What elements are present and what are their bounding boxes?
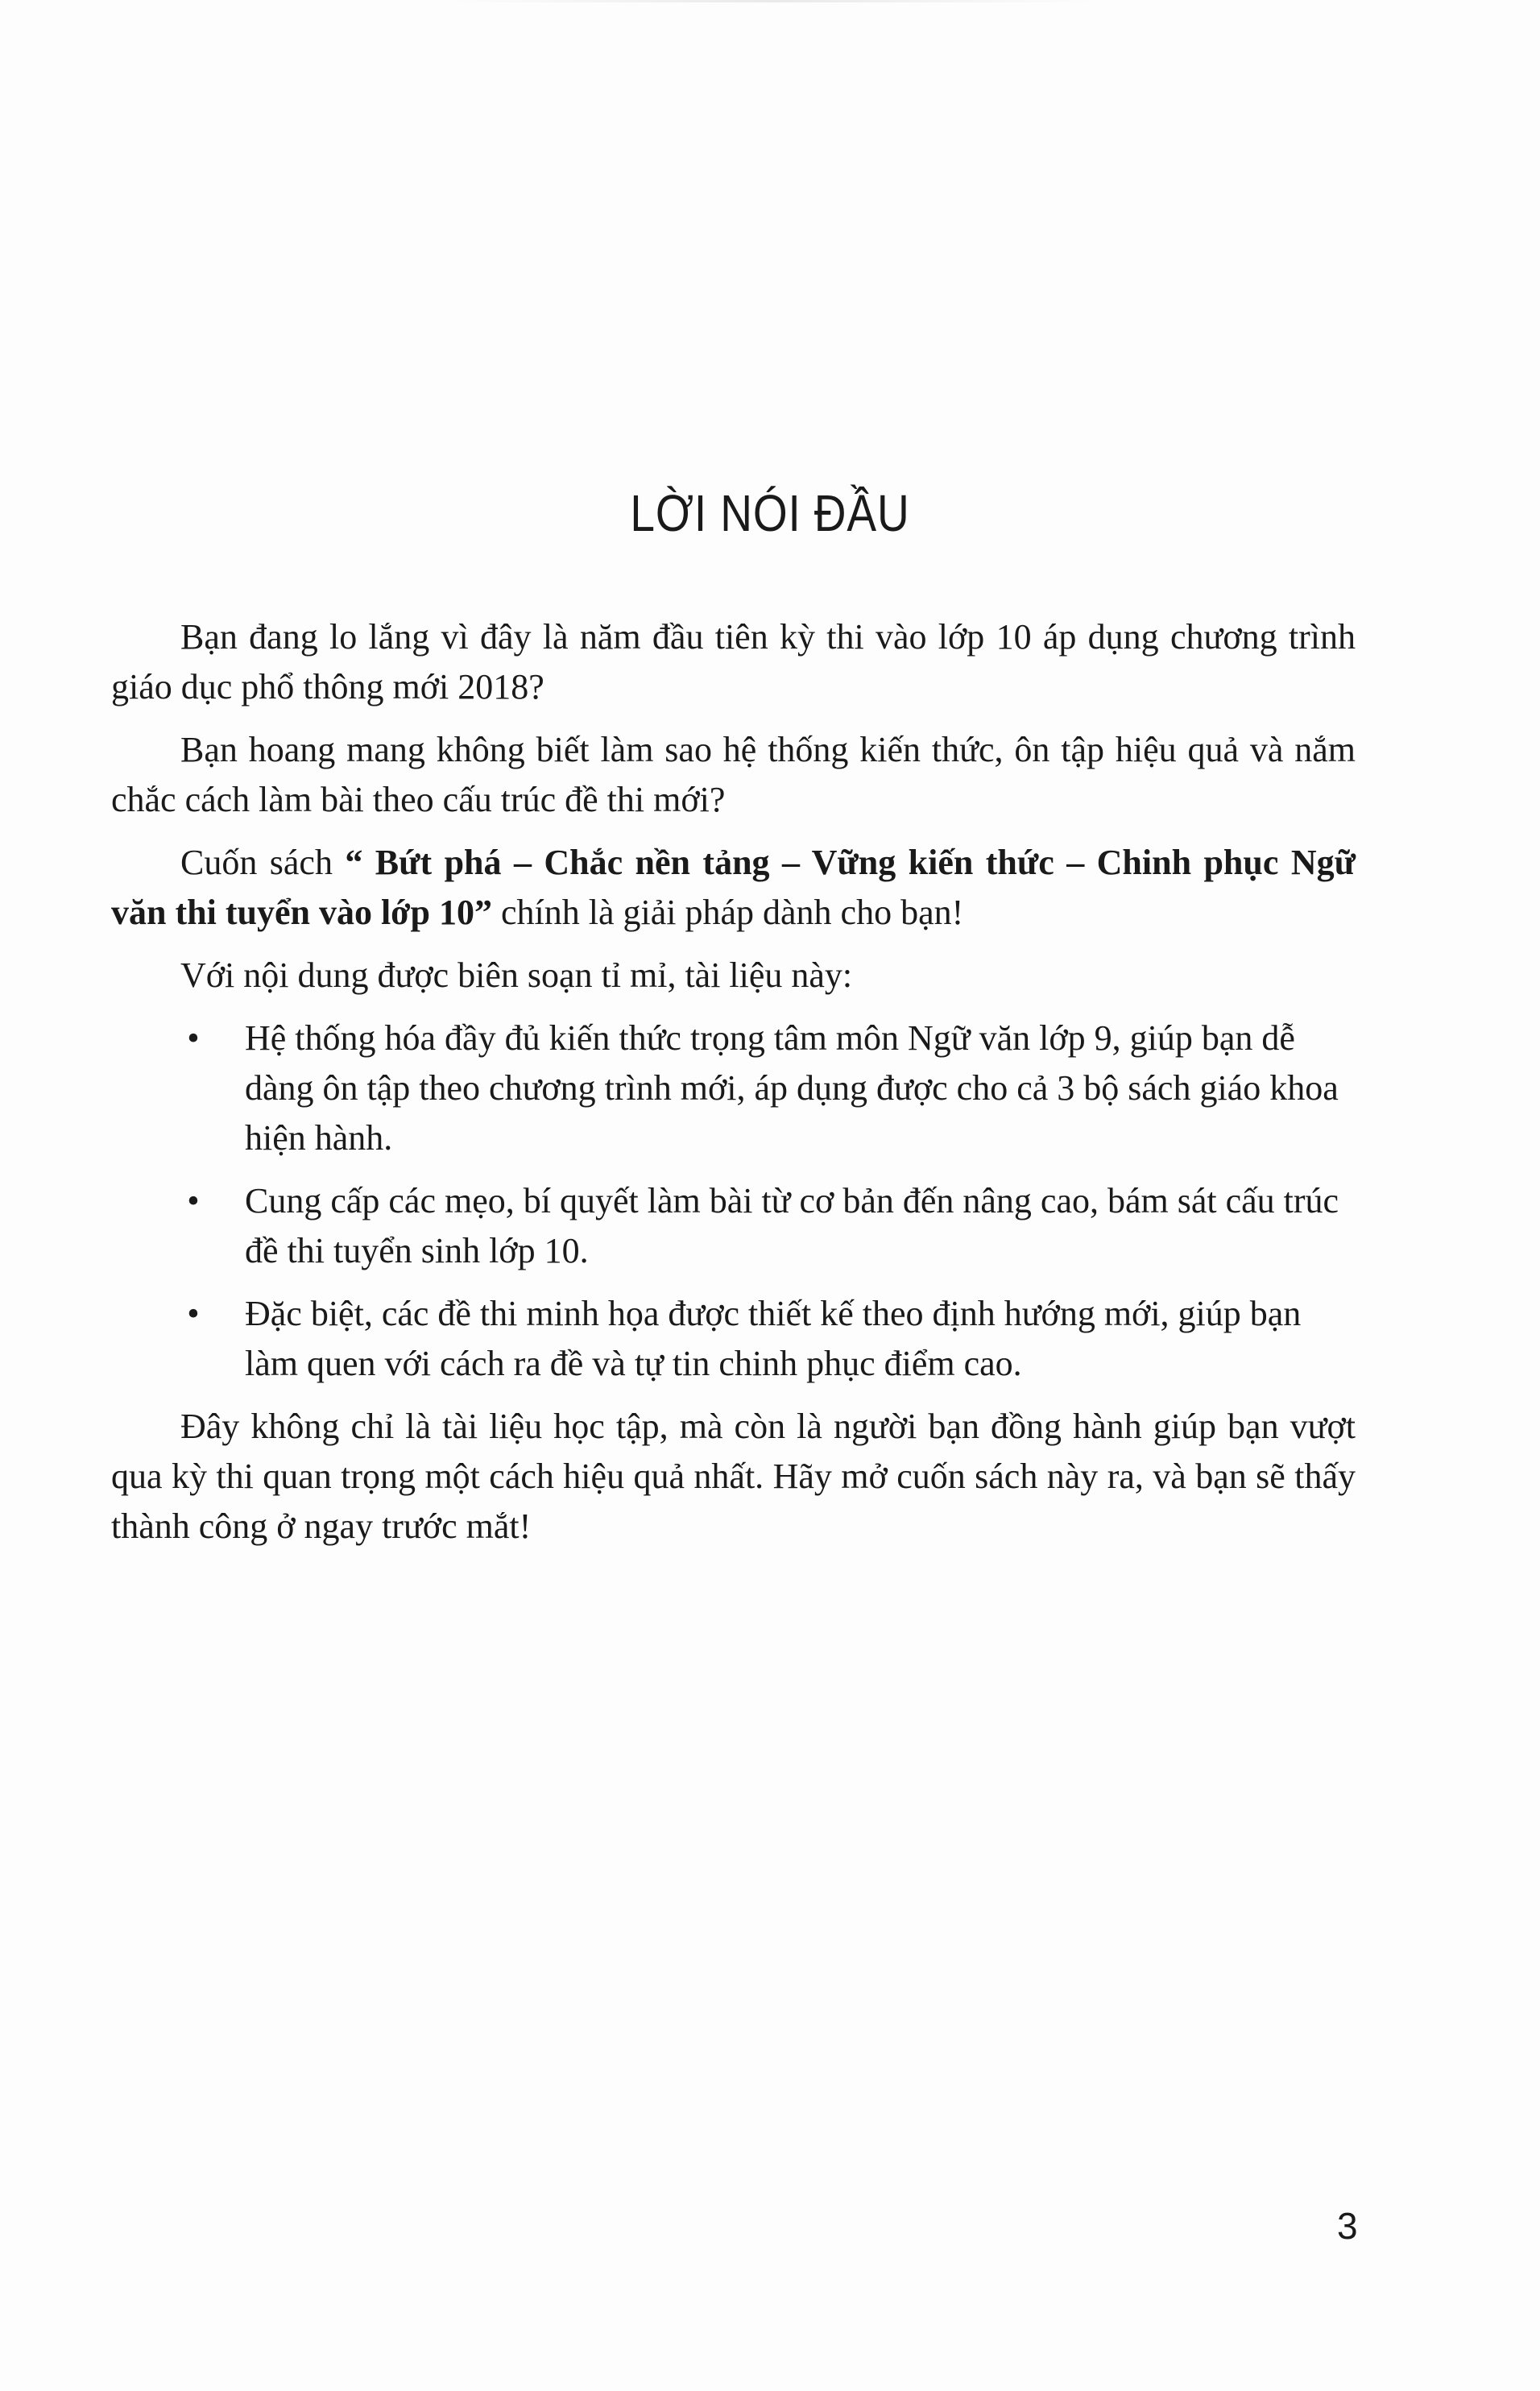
- page-top-edge-shadow: [451, 0, 1095, 2]
- preface-body: [111, 612, 1356, 1564]
- list-item: [111, 1289, 1356, 1389]
- list-item-text: Đặc biệt, các đề thi minh họa được thiết kế theo định hướng mới, giúp bạn làm quen với cách ra đề và tự tin chinh phục điểm cao.: [245, 1294, 1302, 1383]
- list-item: [111, 1176, 1356, 1276]
- page-number: 3: [1337, 2205, 1358, 2247]
- book-name-prefix: Cuốn sách: [180, 843, 346, 882]
- bullet-point: •: [187, 1018, 200, 1058]
- feature-list: [111, 1013, 1356, 1389]
- paragraph-content-intro: Với nội dung được biên soạn tỉ mỉ, tài liệu này:: [180, 955, 853, 995]
- book-title-bold: “ Bứt phá – Chắc nền tảng – Vững kiến thức – Chinh phục Ngữ văn thi tuyển vào lớp 10”: [111, 843, 1356, 932]
- book-name-suffix: chính là giải pháp dành cho bạn!: [492, 893, 964, 932]
- paragraph-closing: Đây không chỉ là tài liệu học tập, mà còn là người bạn đồng hành giúp bạn vượt qua kỳ thi quan trọng một cách hiệu quả nhất. Hãy mở cuốn sách này ra, và bạn sẽ thấy thành công ở ngay trước mắt!: [111, 1407, 1356, 1546]
- bullet-point: •: [187, 1181, 200, 1220]
- list-item-text: Hệ thống hóa đầy đủ kiến thức trọng tâm môn Ngữ văn lớp 9, giúp bạn dễ dàng ôn tập theo chương trình mới, áp dụng được cho cả 3 bộ sách giáo khoa hiện hành.: [245, 1018, 1339, 1158]
- list-item-text: Cung cấp các mẹo, bí quyết làm bài từ cơ bản đến nâng cao, bám sát cấu trúc đề thi tuyển sinh lớp 10.: [245, 1181, 1339, 1270]
- list-item: [111, 1013, 1356, 1163]
- page-title: LỜI NÓI ĐẦU: [630, 484, 910, 542]
- paragraph-book-name: [111, 838, 1356, 938]
- paragraph-intro-question-2: Bạn hoang mang không biết làm sao hệ thống kiến thức, ôn tập hiệu quả và nắm chắc cách làm bài theo cấu trúc đề thi mới?: [111, 730, 1356, 819]
- paragraph-intro-question-1: Bạn đang lo lắng vì đây là năm đầu tiên kỳ thi vào lớp 10 áp dụng chương trình giáo dục phổ thông mới 2018?: [111, 617, 1356, 707]
- bullet-point: •: [187, 1294, 200, 1333]
